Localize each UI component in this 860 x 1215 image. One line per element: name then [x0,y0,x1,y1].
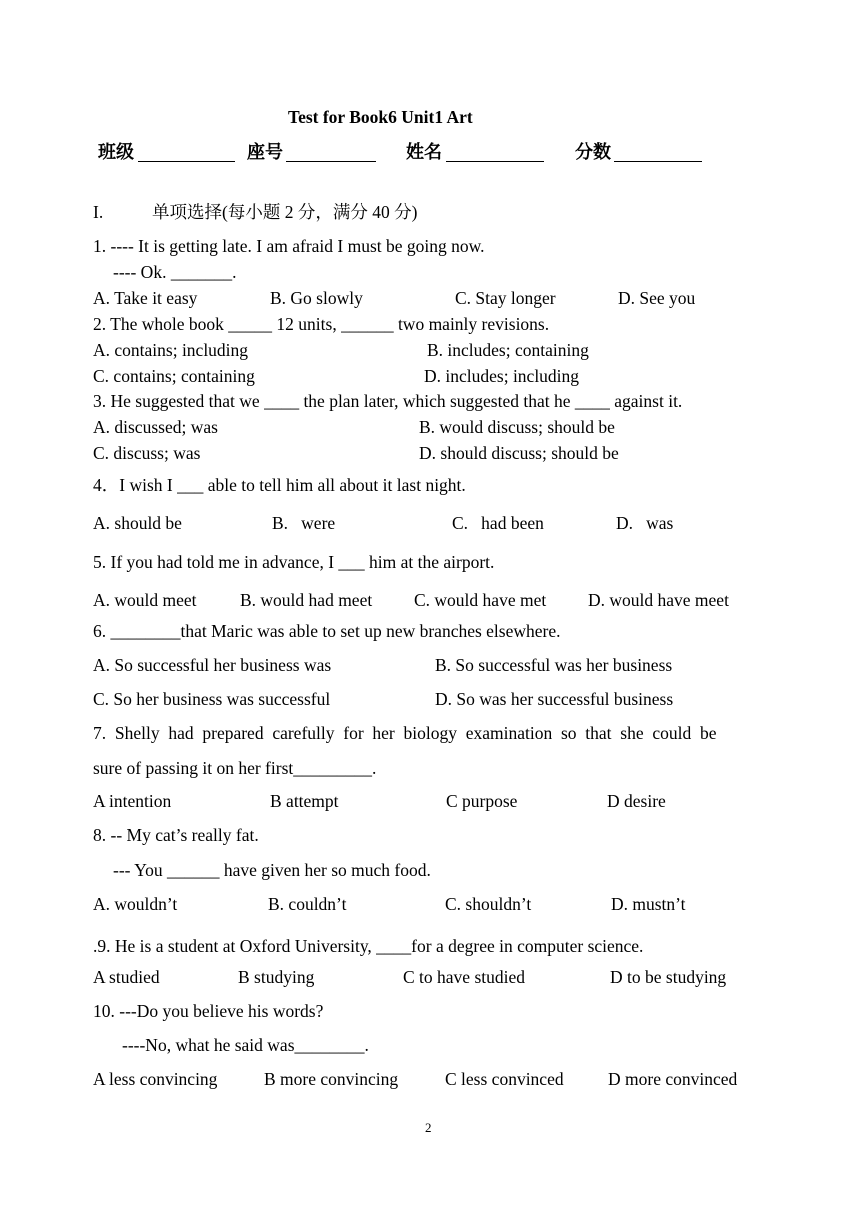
question-3-stem: 3. He suggested that we ____ the plan later, which suggested that he ____ against it. [93,391,683,411]
q4-option-c[interactable]: C. had been [452,513,544,533]
q7-option-a[interactable]: A intention [93,791,172,811]
question-5-stem: 5. If you had told me in advance, I ___ him at the airport. [93,552,495,572]
question-7-stem-cont: sure of passing it on her first_________. [93,758,377,778]
q9-option-d[interactable]: D to be studying [610,967,727,987]
q5-option-b[interactable]: B. would had meet [240,590,373,610]
q8-option-c[interactable]: C. shouldn’t [445,894,532,914]
q3-option-a[interactable]: A. discussed; was [93,417,218,437]
q6-option-d[interactable]: D. So was her successful business [435,689,674,709]
q8-option-b[interactable]: B. couldn’t [268,894,347,914]
q9-option-a[interactable]: A studied [93,967,160,987]
q10-option-a[interactable]: A less convincing [93,1069,218,1089]
q3-option-b[interactable]: B. would discuss; should be [419,417,615,437]
question-8-reply: --- You ______ have given her so much food. [113,860,431,880]
question-2-stem: 2. The whole book _____ 12 units, ______ two mainly revisions. [93,314,550,334]
name-field[interactable] [446,161,544,162]
score-label: 分数 [575,142,611,162]
q8-option-d[interactable]: D. mustn’t [611,894,686,914]
q8-option-a[interactable]: A. wouldn’t [93,894,178,914]
q2-option-a[interactable]: A. contains; including [93,340,249,360]
seat-label: 座号 [247,142,283,162]
name-label: 姓名 [406,142,442,162]
q7-option-b[interactable]: B attempt [270,791,339,811]
page-title: Test for Book6 Unit1 Art [288,107,473,127]
q2-option-d[interactable]: D. includes; including [424,366,580,386]
question-7-stem: 7. Shelly had prepared carefully for her biology examination so that she could be [93,723,717,743]
q5-option-d[interactable]: D. would have meet [588,590,729,610]
q5-option-a[interactable]: A. would meet [93,590,197,610]
q3-option-d[interactable]: D. should discuss; should be [419,443,619,463]
q3-option-c[interactable]: C. discuss; was [93,443,201,463]
q6-option-b[interactable]: B. So successful was her business [435,655,673,675]
q4-option-d[interactable]: D. was [616,513,674,533]
q6-option-c[interactable]: C. So her business was successful [93,689,331,709]
q1-option-c[interactable]: C. Stay longer [455,288,556,308]
question-1-reply: ---- Ok. _______. [113,262,237,282]
q9-option-b[interactable]: B studying [238,967,315,987]
q5-option-c[interactable]: C. would have met [414,590,547,610]
q4-option-a[interactable]: A. should be [93,513,182,533]
q10-option-d[interactable]: D more convinced [608,1069,738,1089]
question-10-reply: ----No, what he said was________. [122,1035,369,1055]
q7-option-d[interactable]: D desire [607,791,666,811]
q1-option-b[interactable]: B. Go slowly [270,288,363,308]
class-label: 班级 [98,142,134,162]
question-6-stem: 6. ________that Maric was able to set up new branches elsewhere. [93,621,561,641]
section-number: I. [93,202,104,222]
class-field[interactable] [138,161,235,162]
question-8-stem: 8. -- My cat’s really fat. [93,825,259,845]
q4-option-b[interactable]: B. were [272,513,336,533]
q9-option-c[interactable]: C to have studied [403,967,525,987]
question-4-stem: 4．I wish I ___ able to tell him all about it last night. [93,475,466,495]
score-field[interactable] [614,161,702,162]
section-heading: 单项选择(每小题 2 分，满分 40 分) [152,202,418,222]
q1-option-d[interactable]: D. See you [618,288,696,308]
question-9-stem: .9. He is a student at Oxford University, ____for a degree in computer science. [93,936,644,956]
q7-option-c[interactable]: C purpose [446,791,518,811]
q6-option-a[interactable]: A. So successful her business was [93,655,332,675]
q1-option-a[interactable]: A. Take it easy [93,288,198,308]
q2-option-c[interactable]: C. contains; containing [93,366,255,386]
q10-option-b[interactable]: B more convincing [264,1069,399,1089]
q2-option-b[interactable]: B. includes; containing [427,340,589,360]
seat-field[interactable] [286,161,376,162]
question-1-stem: 1. ---- It is getting late. I am afraid I must be going now. [93,236,485,256]
question-10-stem: 10. ---Do you believe his words? [93,1001,324,1021]
q10-option-c[interactable]: C less convinced [445,1069,564,1089]
page-number: 2 [425,1120,432,1135]
